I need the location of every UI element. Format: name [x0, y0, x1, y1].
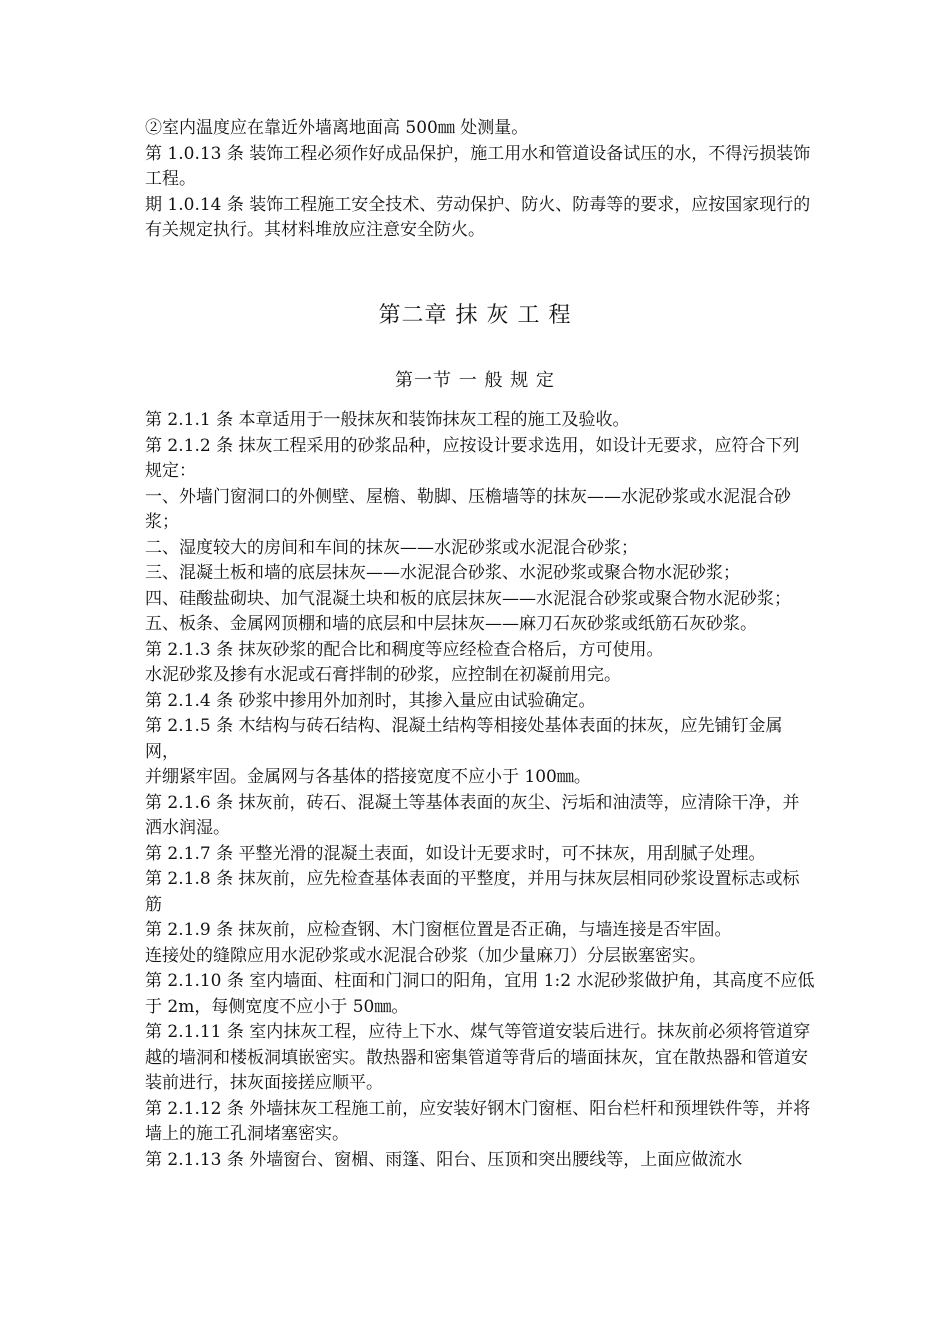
- paragraph: 第 2.1.1 条 本章适用于一般抹灰和装饰抹灰工程的施工及验收。: [145, 410, 630, 430]
- paragraph: 五、板条、金属网顶棚和墙的底层和中层抹灰——麻刀石灰砂浆或纸筋石灰砂浆。: [145, 614, 757, 634]
- paragraph: 第 2.1.12 条 外墙抹灰工程施工前，应安装好钢木门窗框、阳台栏杆和预埋铁件等，并将墙上的施工孔洞堵塞密实。: [145, 1098, 811, 1144]
- paragraph: 并绷紧牢固。金属网与各基体的搭接宽度不应小于 100㎜。: [145, 767, 591, 787]
- top-section: [145, 116, 815, 244]
- paragraph: 第 2.1.3 条 抹灰砂浆的配合比和稠度等应经检查合格后，方可使用。: [145, 639, 664, 660]
- body-section: [145, 408, 815, 1173]
- paragraph: 第 1.0.13 条 装饰工程必须作好成品保护，施工用水和管道设备试压的水，不得污损装饰工程。: [145, 143, 811, 189]
- paragraph: 期 1.0.14 条 装饰工程施工安全技术、劳动保护、防火、防毒等的要求，应按国家现行的有关规定执行。其材料堆放应注意安全防火。: [145, 194, 811, 240]
- paragraph: 二、湿度较大的房间和车间的抹灰——水泥砂浆或水泥混合砂浆；: [145, 537, 638, 558]
- paragraph: 三、混凝土板和墙的底层抹灰——水泥混合砂浆、水泥砂浆或聚合物水泥砂浆；: [145, 563, 740, 583]
- section-title: 第一节 一 般 规 定: [395, 370, 555, 391]
- paragraph: 第 2.1.11 条 室内抹灰工程，应待上下水、煤气等管道安装后进行。抹灰前必须将管道穿越的墙洞和楼板洞填嵌密实。散热器和密集管道等背后的墙面抹灰，宜在散热器和管道安装前进行，抹灰面接搓应顺平。: [145, 1022, 811, 1093]
- paragraph: 四、硅酸盐砌块、加气混凝土块和板的底层抹灰——水泥混合砂浆或聚合物水泥砂浆；: [145, 588, 791, 609]
- paragraph: 水泥砂浆及掺有水泥或石膏拌制的砂浆，应控制在初凝前用完。: [145, 665, 621, 685]
- paragraph: 连接处的缝隙应用水泥砂浆或水泥混合砂浆（加少量麻刀）分层嵌塞密实。: [145, 945, 706, 966]
- paragraph: 一、外墙门窗洞口的外侧壁、屋檐、勒脚、压檐墙等的抹灰——水泥砂浆或水泥混合砂浆；: [145, 486, 791, 532]
- paragraph: 第 2.1.5 条 木结构与砖石结构、混凝土结构等相接处基体表面的抹灰，应先铺钉金属网，: [145, 716, 783, 762]
- paragraph: 第 2.1.2 条 抹灰工程采用的砂浆品种，应按设计要求选用，如设计无要求，应符合下列规定：: [145, 435, 800, 481]
- chapter-title: 第二章 抹 灰 工 程: [378, 303, 572, 328]
- paragraph: 第 2.1.6 条 抹灰前，砖石、混凝土等基体表面的灰尘、污垢和油渍等，应清除干净，并洒水润湿。: [145, 792, 800, 838]
- paragraph: 第 2.1.4 条 砂浆中掺用外加剂时，其掺入量应由试验确定。: [145, 690, 596, 711]
- paragraph: 第 2.1.13 条 外墙窗台、窗楣、雨篷、阳台、压顶和突出腰线等，上面应做流水: [145, 1149, 743, 1170]
- paragraph: ②室内温度应在靠近外墙离地面高 500㎜ 处测量。: [145, 118, 529, 138]
- paragraph: 第 2.1.9 条 抹灰前，应检查钢、木门窗框位置是否正确，与墙连接是否牢固。: [145, 920, 732, 940]
- paragraph: 第 2.1.7 条 平整光滑的混凝土表面，如设计无要求时，可不抹灰，用刮腻子处理。: [145, 843, 766, 864]
- paragraph: 第 2.1.10 条 室内墙面、柱面和门洞口的阳角，宜用 1:2 水泥砂浆做护角，其高度不应低于 2m，每侧宽度不应小于 50㎜。: [145, 971, 815, 1017]
- paragraph: 第 2.1.8 条 抹灰前，应先检查基体表面的平整度，并用与抹灰层相同砂浆设置标志或标筋: [145, 869, 800, 915]
